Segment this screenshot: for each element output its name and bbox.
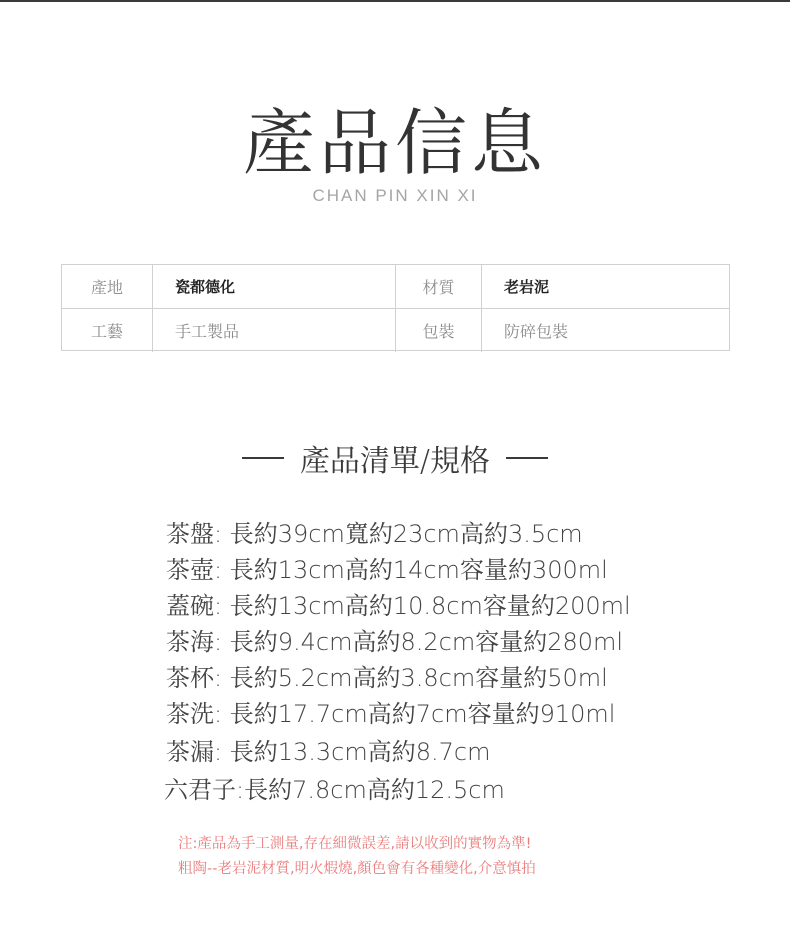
page-title: 產品信息 (242, 101, 547, 185)
page-subtitle: CHAN PIN XIN XI (312, 186, 478, 205)
top-divider (0, 0, 790, 2)
spec-tea-cup: 茶杯: 長約5.2cm高約3.8cm容量約50ml (166, 664, 608, 692)
packaging-label: 包裝 (396, 309, 482, 352)
craft-value: 手工製品 (153, 309, 396, 352)
heading-dash-right (506, 457, 548, 459)
origin-value: 瓷都德化 (153, 265, 396, 308)
material-label: 材質 (396, 265, 482, 308)
spec-gaiwan: 蓋碗: 長約13cm高約10.8cm容量約200ml (166, 592, 631, 620)
craft-label: 工藝 (62, 309, 153, 352)
header (0, 100, 790, 206)
packaging-value: 防碎包裝 (504, 322, 569, 341)
spec-teapot: 茶壺: 長約13cm高約14cm容量約300ml (166, 556, 608, 584)
spec-section-heading (0, 436, 790, 480)
note-measurement: 注:產品為手工測量,存在細微誤差,請以收到的實物為準! (178, 836, 532, 852)
spec-tea-tray: 茶盤: 長約39cm寬約23cm高約3.5cm (166, 520, 583, 548)
material-value: 老岩泥 (504, 278, 550, 296)
product-info-table (61, 264, 730, 351)
spec-fair-cup: 茶海: 長約9.4cm高約8.2cm容量約280ml (166, 628, 624, 656)
origin-label: 產地 (62, 265, 153, 308)
spec-section-title: 產品清單/規格 (299, 444, 491, 479)
spec-tea-strainer: 茶漏: 長約13.3cm高約8.7cm (166, 738, 491, 766)
heading-dash-left (242, 457, 284, 459)
spec-list (166, 516, 631, 808)
spec-tea-washer: 茶洗: 長約17.7cm高約7cm容量約910ml (166, 700, 616, 728)
notes (178, 832, 536, 882)
note-material: 粗陶--老岩泥材質,明火煆燒,顏色會有各種變化,介意慎拍 (178, 861, 536, 877)
spec-tea-tools: 六君子:長約7.8cm高約12.5cm (164, 776, 505, 804)
table-row (62, 308, 729, 352)
table-row (62, 265, 729, 308)
